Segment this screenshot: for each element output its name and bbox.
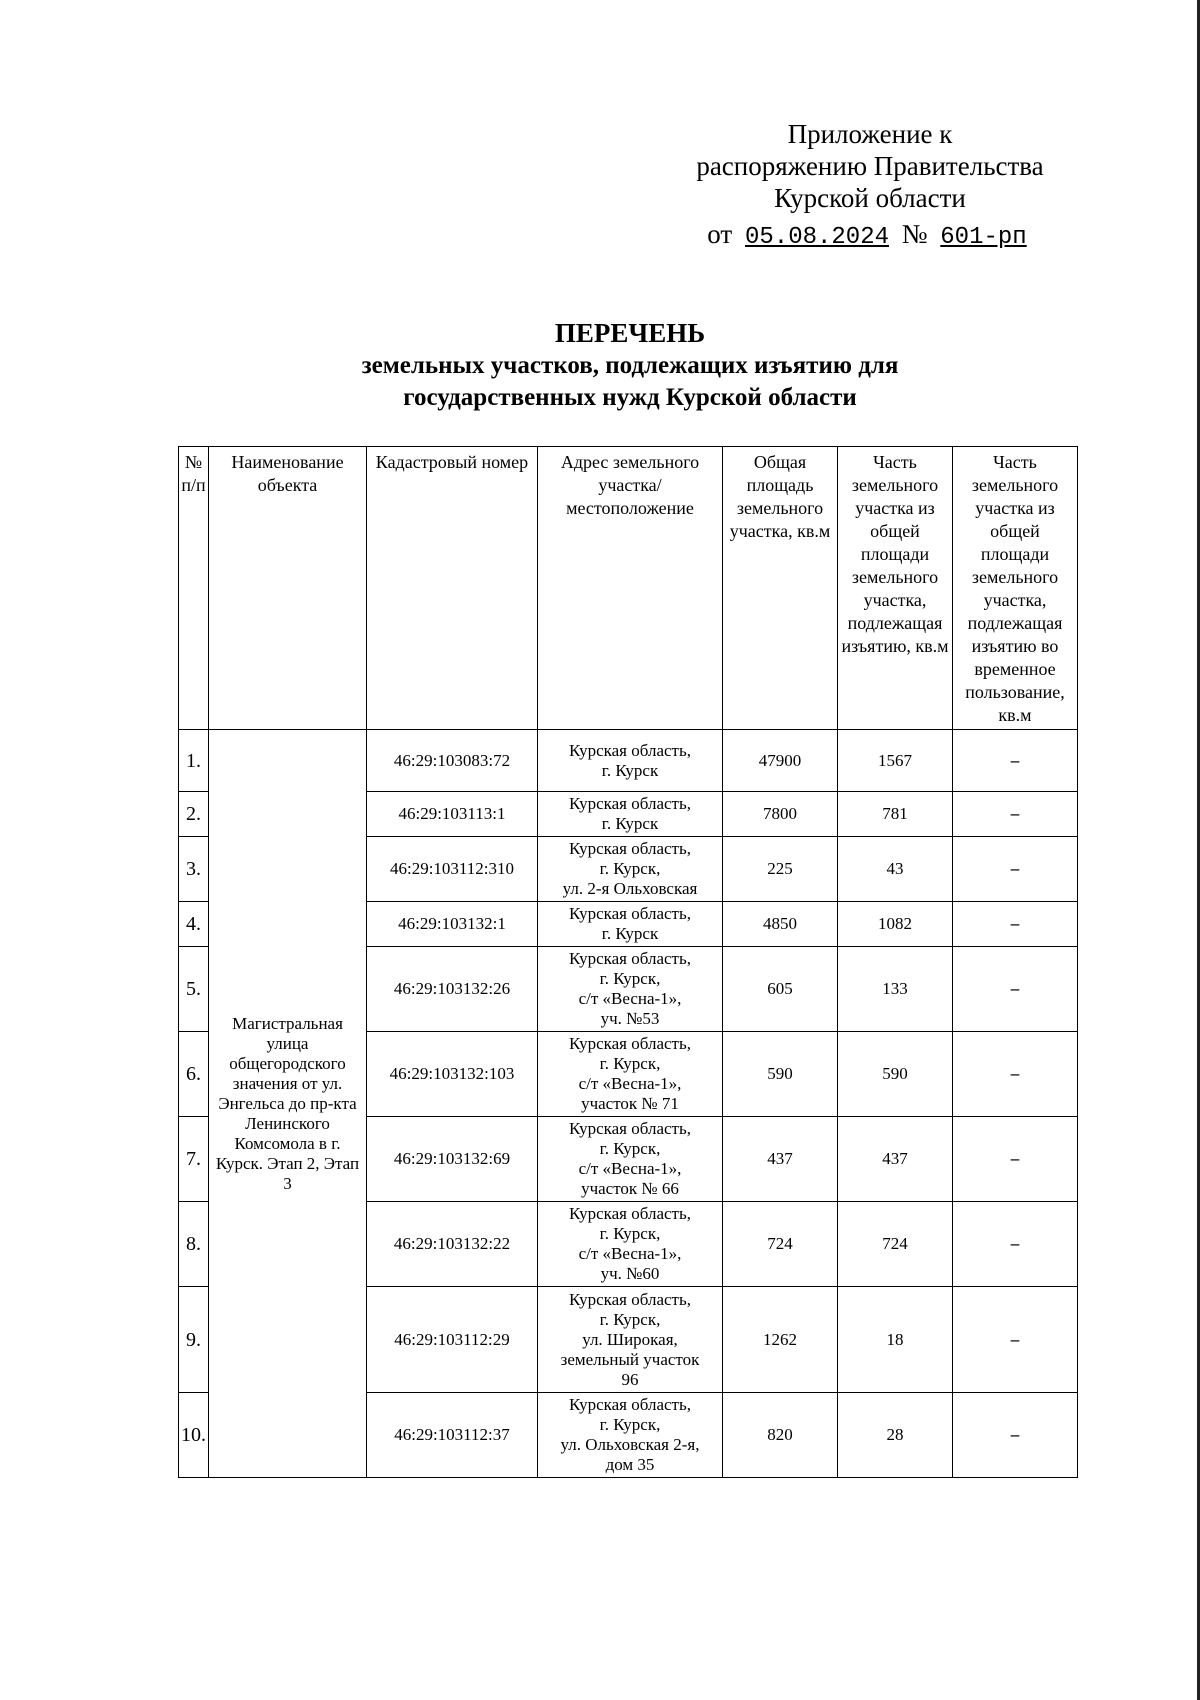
row-number: 6. xyxy=(179,1032,209,1117)
header-num: № п/п xyxy=(179,447,209,730)
total-area: 590 xyxy=(723,1032,838,1117)
address-cell xyxy=(538,1202,723,1287)
withdrawn-area: 133 xyxy=(838,947,953,1032)
withdrawn-area: 781 xyxy=(838,792,953,837)
row-number: 3. xyxy=(179,837,209,902)
total-area: 225 xyxy=(723,837,838,902)
total-area: 4850 xyxy=(723,902,838,947)
table-body xyxy=(179,730,1078,1478)
cadastral-number: 46:29:103083:72 xyxy=(367,730,538,792)
address-line: Курская область, xyxy=(569,1289,691,1309)
date-prefix: от xyxy=(707,219,733,249)
address-line: г. Курск xyxy=(601,924,659,943)
address-line: 96 xyxy=(621,1369,639,1389)
address-line: Курская область, xyxy=(569,1119,691,1138)
header-temporary-part: Часть земельного участка из общей площади земельного участка, подлежащая изъятию во временное пользование, кв.м xyxy=(953,447,1078,730)
address-line: Курская область, xyxy=(569,740,691,760)
row-number: 10. xyxy=(179,1393,209,1478)
appendix-line-1: Приложение к xyxy=(787,119,953,149)
address-cell xyxy=(538,792,723,837)
temporary-area: – xyxy=(953,1117,1078,1202)
address-cell xyxy=(538,902,723,947)
temporary-area: – xyxy=(953,730,1078,792)
header-total-area: Общая площадь земельного участка, кв.м xyxy=(723,447,838,730)
order-number: 601-рп xyxy=(940,224,1027,251)
address-line: г. Курск xyxy=(601,814,659,833)
header-withdrawn-part: Часть земельного участка из общей площади земельного участка, подлежащая изъятию, кв.м xyxy=(838,447,953,730)
address-line: Курская область, xyxy=(569,949,691,968)
temporary-area: – xyxy=(953,1032,1078,1117)
address-line: Курская область, xyxy=(569,1395,691,1414)
address-cell xyxy=(538,1032,723,1117)
address-line: ул. 2-я Ольховская xyxy=(562,879,698,898)
temporary-area: – xyxy=(953,792,1078,837)
temporary-area: – xyxy=(953,1202,1078,1287)
cadastral-number: 46:29:103112:37 xyxy=(367,1393,538,1478)
appendix-line-2: распоряжению Правительства xyxy=(696,151,1044,181)
total-area: 605 xyxy=(723,947,838,1032)
address-line: дом 35 xyxy=(605,1455,655,1474)
address-line: г. Курск, xyxy=(599,1139,661,1158)
address-line: Курская область, xyxy=(569,1204,691,1223)
address-line: с/т «Весна-1», xyxy=(578,1074,682,1093)
address-line: с/т «Весна-1», xyxy=(578,989,682,1008)
row-number: 2. xyxy=(179,792,209,837)
row-number: 1. xyxy=(179,730,209,792)
title-main: ПЕРЕЧЕНЬ xyxy=(554,318,706,348)
header-object-name: Наименование объекта xyxy=(209,447,367,730)
address-cell xyxy=(538,837,723,902)
order-date-line xyxy=(650,218,1090,254)
address-line: участок № 71 xyxy=(581,1094,679,1113)
withdrawn-area: 1082 xyxy=(838,902,953,947)
address-line: г. Курск, xyxy=(599,1309,661,1329)
address-line: г. Курск, xyxy=(599,969,661,988)
address-line: ул. Ольховская 2-я, xyxy=(560,1435,700,1454)
address-line: Курская область, xyxy=(569,794,691,813)
address-cell xyxy=(538,1287,723,1393)
total-area: 47900 xyxy=(723,730,838,792)
temporary-area: – xyxy=(953,837,1078,902)
withdrawn-area: 437 xyxy=(838,1117,953,1202)
temporary-area: – xyxy=(953,947,1078,1032)
temporary-area: – xyxy=(953,1393,1078,1478)
withdrawn-area: 1567 xyxy=(838,730,953,792)
number-prefix: № xyxy=(901,219,928,249)
header-cadastral-number: Кадастровый номер xyxy=(367,447,538,730)
parcels-table xyxy=(178,446,1078,1478)
document-title xyxy=(230,316,1030,414)
address-line: Курская область, xyxy=(569,839,691,858)
address-line: Курская область, xyxy=(569,1034,691,1053)
cadastral-number: 46:29:103132:22 xyxy=(367,1202,538,1287)
total-area: 820 xyxy=(723,1393,838,1478)
address-line: г. Курск, xyxy=(599,1054,661,1073)
address-line: уч. №53 xyxy=(600,1009,660,1028)
appendix-line-3: Курской области xyxy=(774,183,966,213)
total-area: 724 xyxy=(723,1202,838,1287)
withdrawn-area: 590 xyxy=(838,1032,953,1117)
table-header-row xyxy=(179,447,1078,730)
header-address: Адрес земельного участка/ местоположение xyxy=(538,447,723,730)
row-number: 8. xyxy=(179,1202,209,1287)
cadastral-number: 46:29:103132:1 xyxy=(367,902,538,947)
address-line: г. Курск, xyxy=(599,859,661,878)
order-date: 05.08.2024 xyxy=(744,224,890,251)
address-line: с/т «Весна-1», xyxy=(578,1159,682,1178)
cadastral-number: 46:29:103113:1 xyxy=(367,792,538,837)
table-row xyxy=(179,730,1078,792)
temporary-area: – xyxy=(953,1287,1078,1393)
withdrawn-area: 724 xyxy=(838,1202,953,1287)
row-number: 4. xyxy=(179,902,209,947)
row-number: 7. xyxy=(179,1117,209,1202)
withdrawn-area: 43 xyxy=(838,837,953,902)
row-number: 5. xyxy=(179,947,209,1032)
object-name-cell: Магистральная улица общегородского значения от ул. Энгельса до пр-кта Ленинского Комсомола в г. Курск. Этап 2, Этап 3 xyxy=(209,730,367,1478)
address-line: Курская область, xyxy=(569,904,691,923)
total-area: 437 xyxy=(723,1117,838,1202)
address-line: участок № 66 xyxy=(581,1179,679,1198)
address-line: ул. Широкая, xyxy=(582,1329,678,1349)
address-line: с/т «Весна-1», xyxy=(578,1244,682,1263)
title-sub-line-2: государственных нужд Курской области xyxy=(403,384,857,411)
temporary-area: – xyxy=(953,902,1078,947)
appendix-header xyxy=(650,118,1090,254)
cadastral-number: 46:29:103132:26 xyxy=(367,947,538,1032)
address-cell xyxy=(538,1117,723,1202)
address-line: г. Курск, xyxy=(599,1415,661,1434)
withdrawn-area: 18 xyxy=(838,1287,953,1393)
address-line: г. Курск xyxy=(601,760,659,780)
address-cell xyxy=(538,730,723,792)
address-line: земельный участок xyxy=(560,1349,700,1369)
address-line: уч. №60 xyxy=(600,1264,660,1283)
address-cell xyxy=(538,947,723,1032)
withdrawn-area: 28 xyxy=(838,1393,953,1478)
address-cell xyxy=(538,1393,723,1478)
cadastral-number: 46:29:103112:29 xyxy=(367,1287,538,1393)
total-area: 1262 xyxy=(723,1287,838,1393)
title-sub-line-1: земельных участков, подлежащих изъятию для xyxy=(361,352,899,379)
cadastral-number: 46:29:103112:310 xyxy=(367,837,538,902)
cadastral-number: 46:29:103132:103 xyxy=(367,1032,538,1117)
row-number: 9. xyxy=(179,1287,209,1393)
address-line: г. Курск, xyxy=(599,1224,661,1243)
cadastral-number: 46:29:103132:69 xyxy=(367,1117,538,1202)
total-area: 7800 xyxy=(723,792,838,837)
